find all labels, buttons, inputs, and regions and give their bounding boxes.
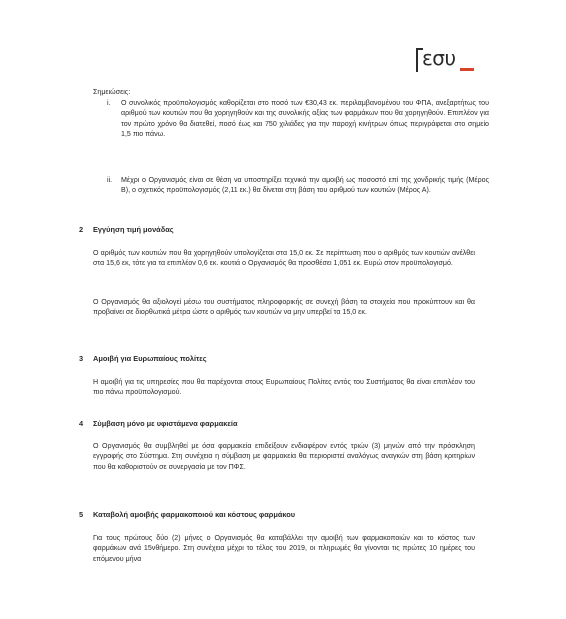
section-paragraph: Ο Οργανισμός θα αξιολογεί μέσω του συστήματος πληροφορικής σε συνεχή βάση τα στοιχεία που προκύπτουν και θα προβαίνει σε διορθωτικά μέτρα ώστε ο αριθμός των κουτιών να μην υπερβεί τα 15,0 εκ. xyxy=(93,298,475,317)
section-number: 4 xyxy=(79,419,84,428)
section-paragraph: Για τους πρώτους δύο (2) μήνες ο Οργανισμός θα καταβάλλει την αμοιβή των φαρμακοποιών και το κόστος των φαρμάκων ανά 15νθήμερο. Στη συνέχεια μέχρι το τέλος του 2019, οι πληρωμές θα γίνονται τις πρώτες 10 ημέρες του επόμενου μήνα xyxy=(93,534,475,563)
gesy-logo xyxy=(416,46,472,74)
notes-title: Σημειώσεις: xyxy=(93,88,131,96)
section-title: Εγγύηση τιμή μονάδας xyxy=(93,225,174,234)
logo-accent-bar xyxy=(460,68,474,71)
note-number: ii. xyxy=(107,176,113,184)
section-heading xyxy=(79,510,296,520)
section-paragraph: Η αμοιβή για τις υπηρεσίες που θα παρέχονται στους Ευρωπαίους Πολίτες εντός του Συστήματος θα είναι επιπλέον του πιο πάνω προϋπολογισμού. xyxy=(93,378,475,397)
section-heading xyxy=(79,225,174,235)
section-number: 5 xyxy=(79,510,84,519)
section-number: 3 xyxy=(79,354,84,363)
note-number: i. xyxy=(107,99,111,107)
section-heading xyxy=(79,419,238,429)
section-title: Καταβολή αμοιβής φαρμακοποιού και κόστους φαρμάκου xyxy=(93,510,296,519)
note-item xyxy=(107,98,489,139)
section-title: Αμοιβή για Ευρωπαίους πολίτες xyxy=(93,354,207,363)
section-paragraph: Ο Οργανισμός θα συμβληθεί με όσα φαρμακεία επιδείξουν ενδιαφέρον εντός τριών (3) μηνών από την πρόσκληση εγγραφής στο Σύστημα. Στη συνέχεια η σύμβαση με φαρμακεία θα περιοριστεί αναλόγως αναγκών στη βάση κριτηρίων που θα καθοριστούν σε συνεργασία με τον ΠΦΣ. xyxy=(93,442,475,471)
logo-text: εσυ xyxy=(422,46,456,70)
section-heading xyxy=(79,354,207,364)
note-item xyxy=(107,175,489,196)
section-number: 2 xyxy=(79,225,84,234)
section-title: Σύμβαση μόνο με υφιστάμενα φαρμακεία xyxy=(93,419,238,428)
note-text: Μέχρι ο Οργανισμός είναι σε θέση να υποστηρίξει τεχνικά την αμοιβή ως ποσοστό επί της χονδρικής τιμής (Μέρος Β), ο σχετικός προϋπολογισμός (2,11 εκ.) θα δίνεται στη βάση του αριθμού των κουτιών (Μέρος Α). xyxy=(121,176,489,195)
note-text: Ο συνολικός προϋπολογισμός καθορίζεται στο ποσό των €30,43 εκ. περιλαμβανομένου του ΦΠΑ, ανεξαρτήτως του αριθμού των κουτιών που θα χορηγηθούν και της συνολικής αξίας των φαρμάκων που θα χορηγηθούν. Επιπλέον για τον πρώτο χρόνο θα διατεθεί, ποσό έως και 750 χιλιάδες για την παροχή κινήτρων όπως περιγράφεται στο σημείο 1,5 πιο πάνω. xyxy=(121,99,489,138)
section-paragraph: Ο αριθμός των κουτιών που θα χορηγηθούν υπολογίζεται στα 15,0 εκ. Σε περίπτωση που ο αριθμός των κουτιών ανέλθει στα 15,6 εκ, τότε για τα επιπλέον 0,6 εκ. κουτιά ο Οργανισμός θα προσθέσει 1,051 εκ. Ευρώ στον προϋπολογισμό. xyxy=(93,249,475,268)
